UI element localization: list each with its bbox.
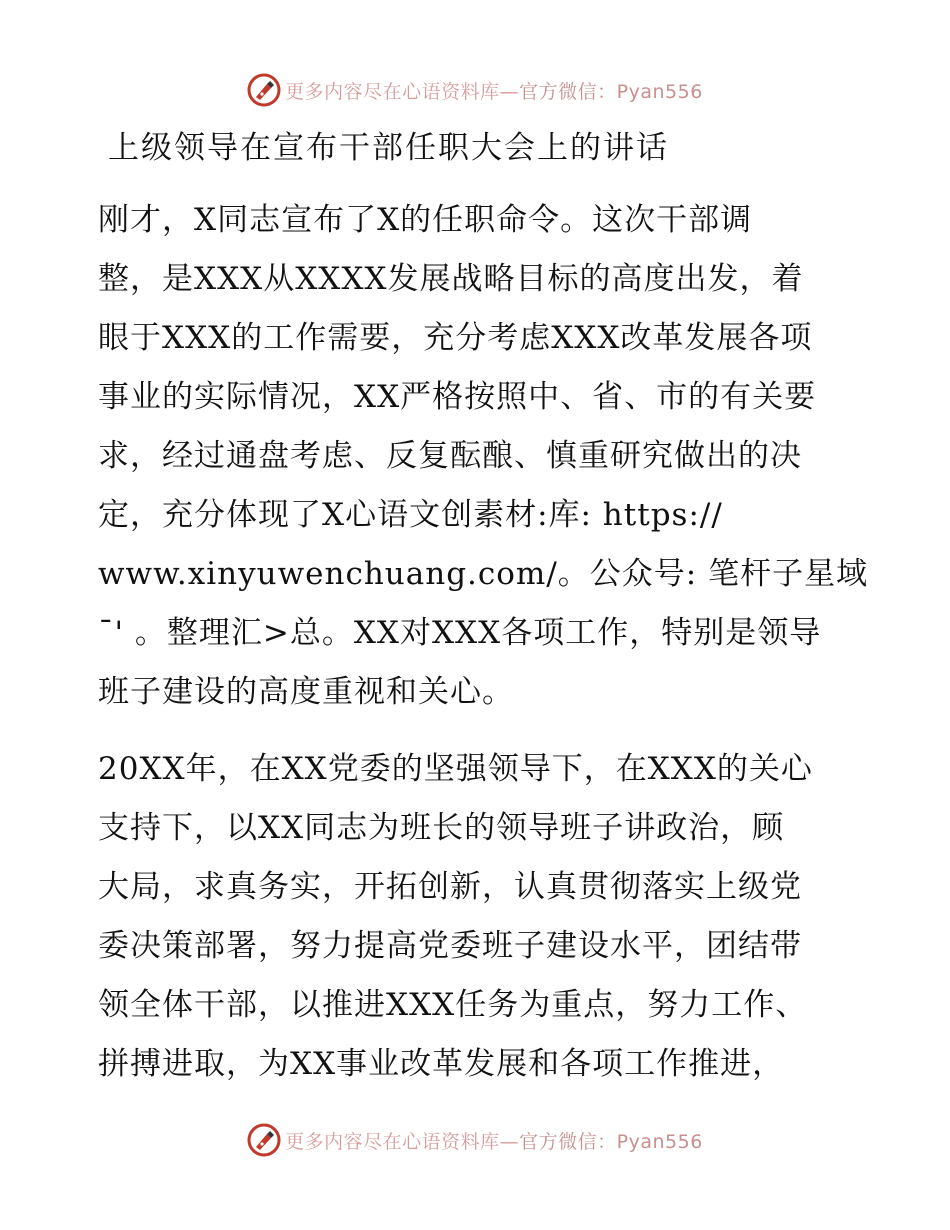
header-banner (0, 68, 950, 112)
text-line: 领全体干部，以推进XXX任务为重点，努力工作、 (98, 987, 808, 1023)
text-line: 20XX年，在XX党委的坚强领导下，在XXX的关心 (98, 751, 813, 787)
banner-site-text: 更多内容尽在心语资料库— (285, 1130, 520, 1153)
banner-wechat-text: 官方微信：Pyan556 (519, 80, 703, 103)
text-line: 委决策部署，努力提高党委班子建设水平，团结带 (98, 928, 802, 964)
banner-text (285, 77, 703, 104)
text-line: 班子建设的高度重视和关心。 (98, 674, 514, 710)
text-line: 求，经过通盘考虑、反复酝酿、慎重研究做出的决 (98, 438, 802, 474)
text-line: 整，是XXX从XXXX发展战略目标的高度出发，着 (98, 261, 804, 297)
text-line: 大局，求真务实，开拓创新，认真贯彻落实上级党 (98, 869, 802, 905)
text-line: www.xinyuwenchuang.com/。公众号: 笔杆子星域 (98, 556, 869, 592)
text-line: 拼搏进取，为XX事业改革发展和各项工作推进， (98, 1046, 785, 1082)
text-line: 眼于XXX的工作需要，充分考虑XXX改革发展各项 (98, 320, 813, 356)
banner-wechat-text: 官方微信：Pyan556 (519, 1130, 703, 1153)
pen-nib-logo-icon (247, 73, 281, 107)
paragraph-2 (98, 740, 868, 1094)
text-line: 事业的实际情况，XX严格按照中、省、市的有关要 (98, 379, 817, 415)
text-line: 支持下，以XX同志为班长的领导班子讲政治，顾 (98, 810, 785, 846)
paragraph-1 (98, 191, 868, 722)
footer-banner (0, 1118, 950, 1162)
banner-text (285, 1127, 703, 1154)
text-line: 定，充分体现了X心语文创素材:库: https:// (98, 497, 723, 533)
document-body (98, 118, 868, 1094)
text-line: 刚才，X同志宣布了X的任职命令。这次干部调 (98, 202, 753, 238)
pen-nib-logo-icon (247, 1123, 281, 1157)
text-line: ˉ' 。整理汇>总。XX对XXX各项工作，特别是领导 (98, 615, 822, 651)
document-title: 上级领导在宣布干部任职大会上的讲话 (108, 130, 669, 166)
banner-site-text: 更多内容尽在心语资料库— (285, 80, 520, 103)
